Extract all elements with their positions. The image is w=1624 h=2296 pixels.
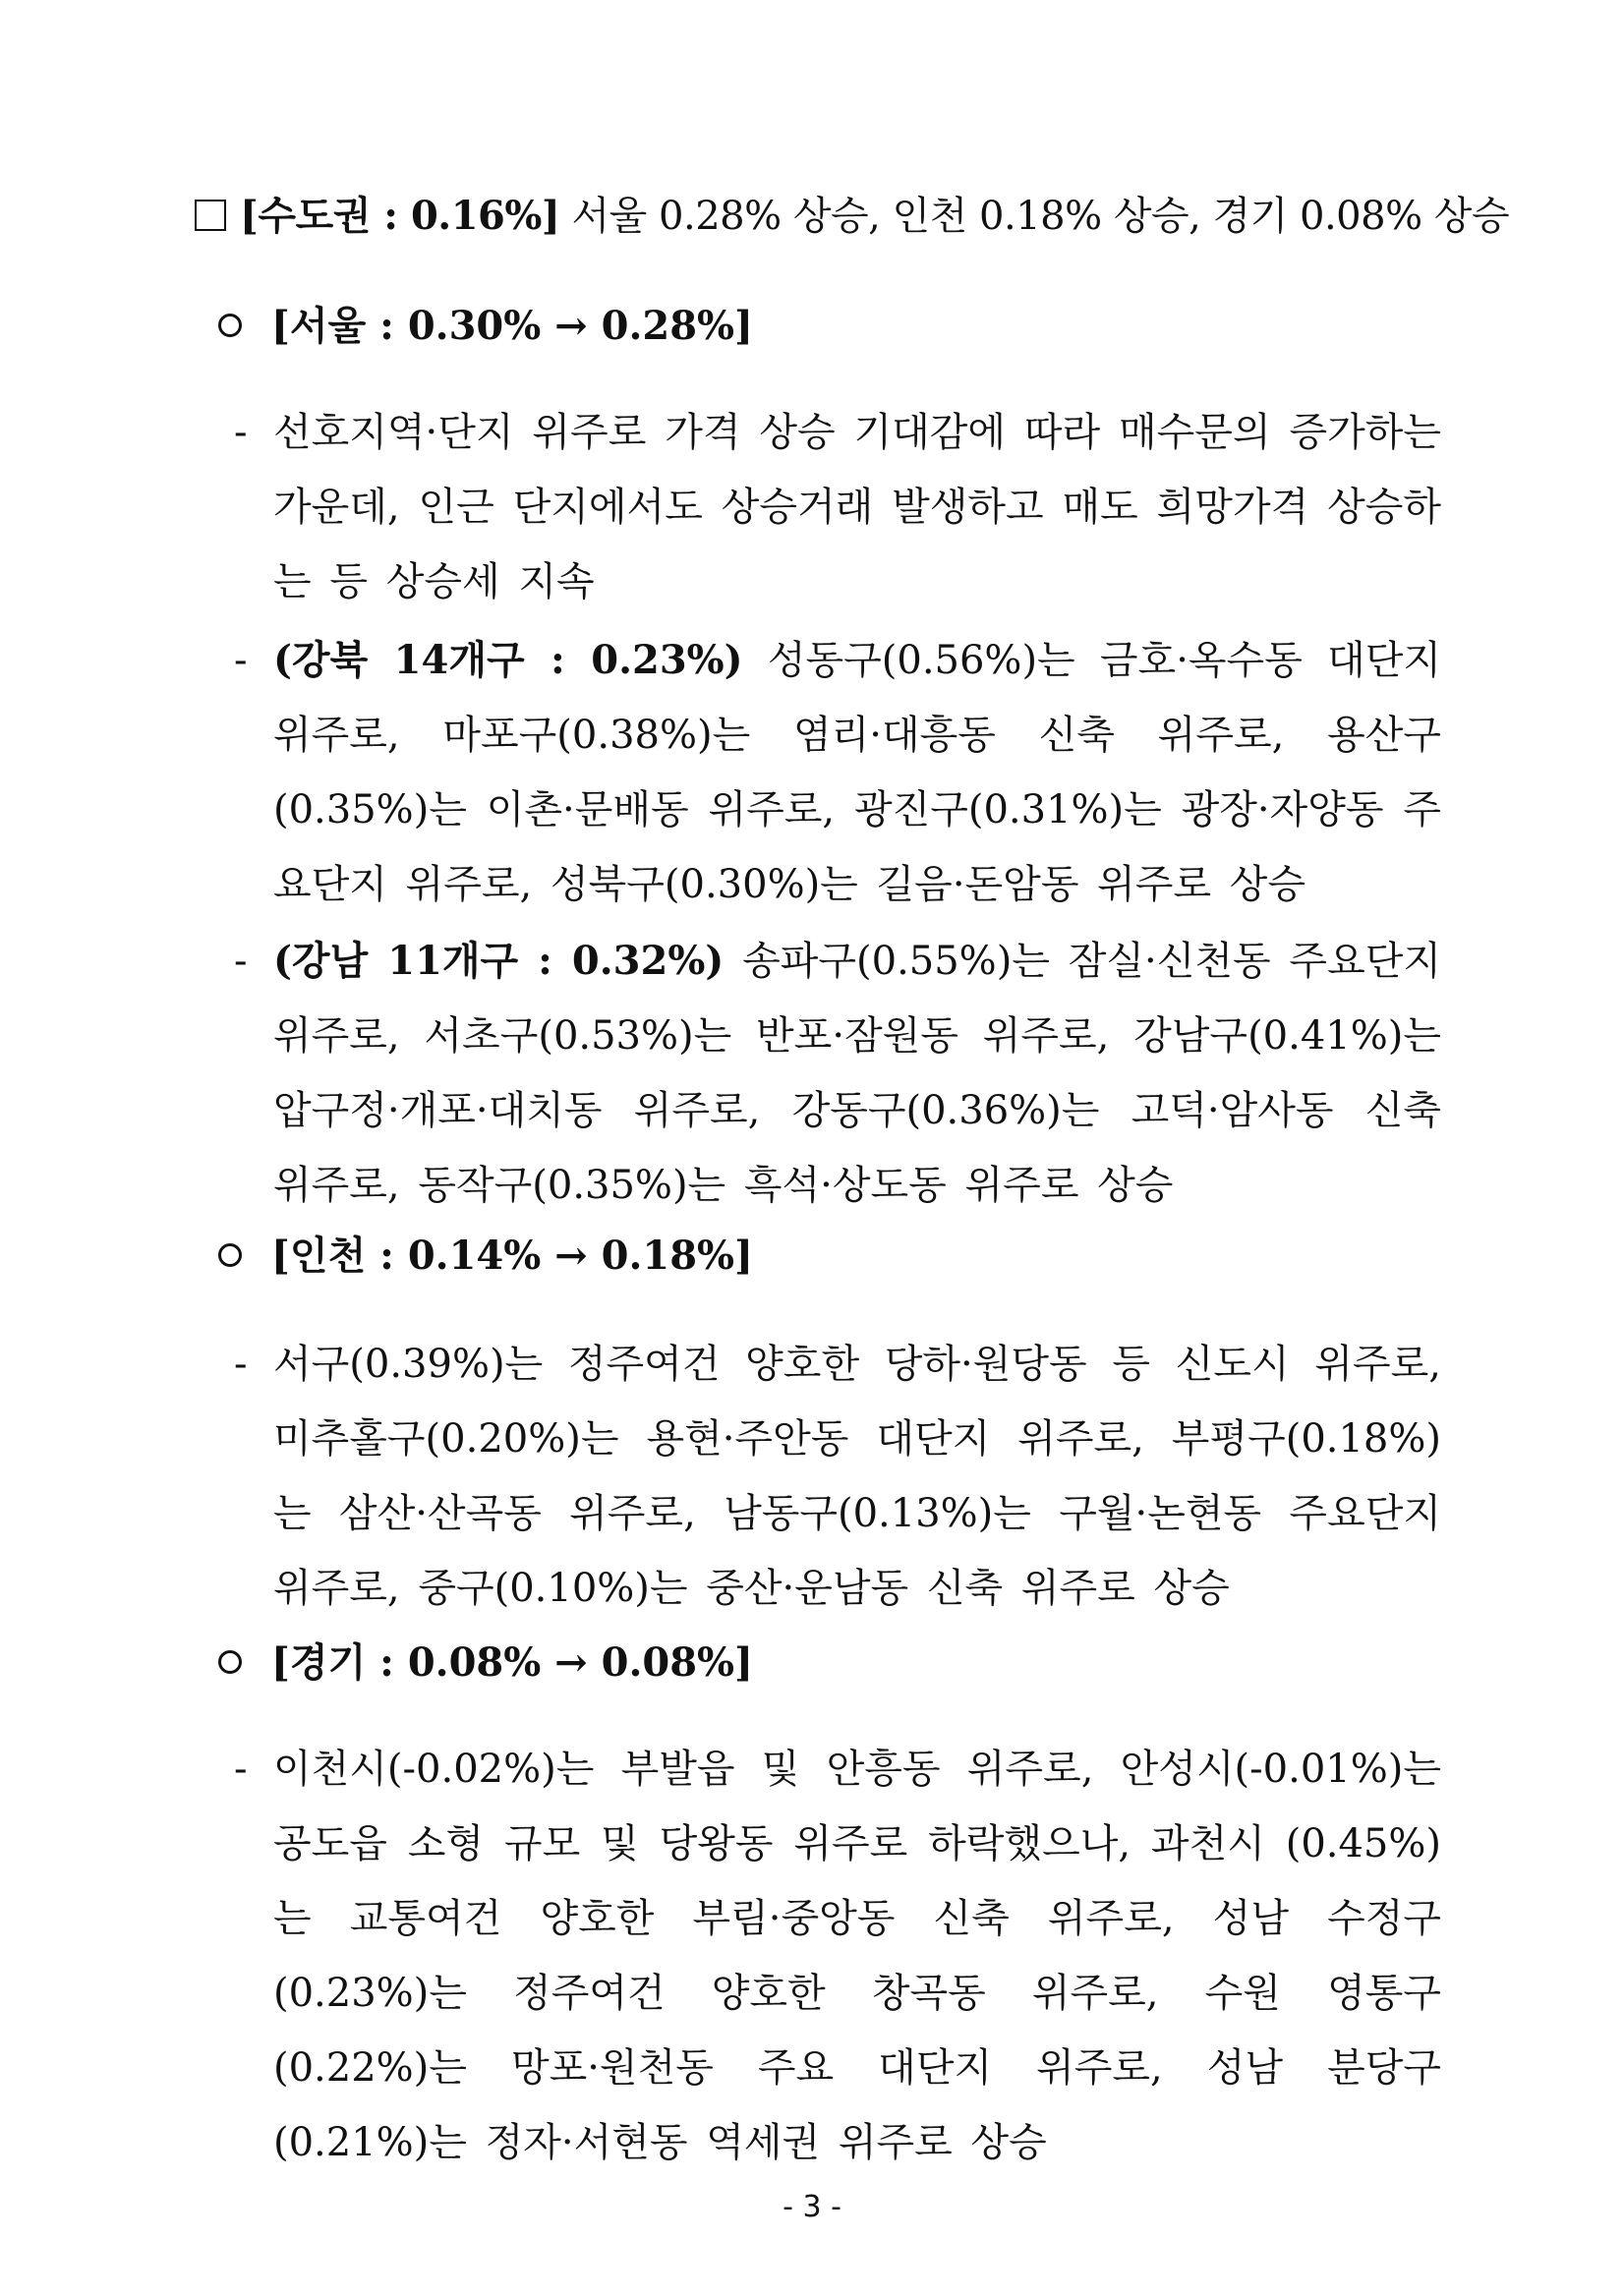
dash-bullet: - [234, 410, 248, 455]
dash-bullet: - [234, 638, 248, 683]
dash-bullet: - [234, 1747, 248, 1792]
list-item-text: (강북 14개구 : 0.23%) 성동구(0.56%)는 금호·옥수동 대단지 위주로, 마포구(0.38%)는 염리·대흥동 신축 위주로, 용산구 (0.35%)는 이촌·문배동 위주로, 광진구(0.31%)는 광장·자양동 주요단지 위주로, 성북구(0.30%)는 길음·돈암동 위주로 상승 [273, 637, 1441, 907]
list-item [234, 395, 1441, 619]
list-item-text: (강남 11개구 : 0.32%) 송파구(0.55%)는 잠실·신천동 주요단지 위주로, 서초구(0.53%)는 반포·잠원동 위주로, 강남구(0.41%)는 압구정·개포·대치동 위주로, 강동구(0.36%)는 고덕·암사동 신축 위주로, 동작구(0.35%)는 흑석·상도동 위주로 상승 [273, 938, 1441, 1208]
checkbox-square-icon [195, 200, 226, 231]
subsection-title-incheon: [인천 : 0.14% → 0.18%] [218, 1227, 753, 1286]
list-item-text: 이천시(-0.02%)는 부발읍 및 안흥동 위주로, 안성시(-0.01%)는 공도읍 소형 규모 및 당왕동 위주로 하락했으나, 과천시 (0.45%)는 교통여건 양호한 부림·중앙동 신축 위주로, 성남 수정구(0.23%)는 정주여건 양호한 창곡동 위주로, 수원 영통구 (0.22%)는 망포·원천동 주요 대단지 위주로, 성남 분당구 (0.21%)는 정자·서현동 역세권 위주로 상승 [273, 1747, 1441, 2165]
list-item [234, 623, 1441, 922]
dash-bullet: - [234, 939, 248, 984]
list-item-lead: (강남 11개구 : 0.32%) [273, 938, 725, 984]
list-item [234, 1732, 1441, 2180]
list-item [234, 1327, 1441, 1626]
headline-region: [수도권 : 0.16%] [240, 193, 560, 239]
section-headline [195, 187, 1510, 246]
list-item-lead: (강북 14개구 : 0.23%) [273, 637, 743, 683]
list-item-text: 선호지역·단지 위주로 가격 상승 기대감에 따라 매수문의 증가하는 가운데, 인근 단지에서도 상승거래 발생하고 매도 희망가격 상승하는 등 상승세 지속 [273, 410, 1441, 604]
page-number: - 3 - [783, 2190, 841, 2224]
list-item-text: 서구(0.39%)는 정주여건 양호한 당하·원당동 등 신도시 위주로, 미추홀구(0.20%)는 용현·주안동 대단지 위주로, 부평구(0.18%)는 삼산·산곡동 위주로, 남동구(0.13%)는 구월·논현동 주요단지 위주로, 중구(0.10%)는 중산·운남동 신축 위주로 상승 [273, 1342, 1441, 1611]
subsection-title-gyeonggi: [경기 : 0.08% → 0.08%] [218, 1634, 753, 1693]
circle-bullet-icon [218, 1243, 242, 1267]
circle-bullet-icon [218, 314, 242, 337]
headline-summary: 서울 0.28% 상승, 인천 0.18% 상승, 경기 0.08% 상승 [571, 194, 1510, 239]
circle-bullet-icon [218, 1650, 242, 1674]
subsection-title-seoul: [서울 : 0.30% → 0.28%] [218, 297, 753, 356]
dash-bullet: - [234, 1342, 248, 1387]
list-item [234, 924, 1441, 1223]
